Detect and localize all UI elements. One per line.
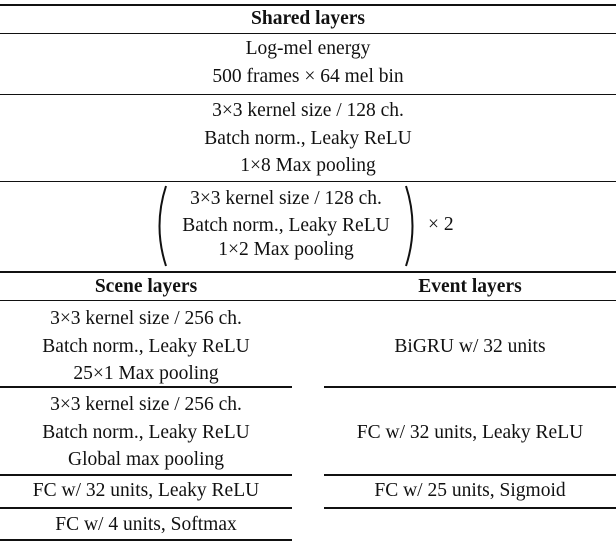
shared-layers-header: Shared layers bbox=[251, 8, 365, 29]
rule-branch-header-bottom bbox=[0, 300, 616, 301]
rule-shared-header-bottom bbox=[0, 33, 616, 34]
input-line-2: 500 frames × 64 mel bin bbox=[212, 66, 404, 87]
rule-scene-fc1-bottom bbox=[0, 507, 292, 509]
conv1-line-3: 1×8 Max pooling bbox=[240, 155, 376, 176]
rule-conv1-bottom bbox=[0, 181, 616, 182]
conv1-line-2: Batch norm., Leaky ReLU bbox=[204, 128, 412, 149]
conv2-repeat: × 2 bbox=[428, 214, 454, 235]
conv2-line-1: 3×3 kernel size / 128 ch. bbox=[190, 188, 382, 209]
event-fc1: FC w/ 32 units, Leaky ReLU bbox=[356, 422, 584, 443]
scene-block1-line-3: 25×1 Max pooling bbox=[73, 363, 219, 384]
conv1-line-1: 3×3 kernel size / 128 ch. bbox=[212, 100, 404, 121]
rule-event-fc2-bottom bbox=[324, 507, 616, 509]
rule-top bbox=[0, 4, 616, 6]
rule-event-bigru-bottom bbox=[324, 386, 616, 388]
event-bigru: BiGRU w/ 32 units bbox=[394, 336, 546, 357]
scene-fc2: FC w/ 4 units, Softmax bbox=[55, 514, 237, 535]
scene-block1-line-2: Batch norm., Leaky ReLU bbox=[42, 336, 250, 357]
event-layers-header: Event layers bbox=[418, 276, 522, 297]
rule-input-bottom bbox=[0, 94, 616, 95]
rule-event-fc1-bottom bbox=[324, 474, 616, 476]
conv2-line-2: Batch norm., Leaky ReLU bbox=[182, 215, 390, 236]
rule-scene-block2-bottom bbox=[0, 474, 292, 476]
right-parenthesis bbox=[404, 184, 420, 268]
scene-fc1: FC w/ 32 units, Leaky ReLU bbox=[32, 480, 260, 501]
rule-scene-block1-bottom bbox=[0, 386, 292, 388]
event-fc2: FC w/ 25 units, Sigmoid bbox=[374, 480, 566, 501]
scene-block2-line-1: 3×3 kernel size / 256 ch. bbox=[50, 394, 242, 415]
rule-shared-bottom bbox=[0, 271, 616, 273]
scene-block2-line-2: Batch norm., Leaky ReLU bbox=[42, 422, 250, 443]
conv2-line-3: 1×2 Max pooling bbox=[218, 239, 354, 260]
input-line-1: Log-mel energy bbox=[245, 38, 371, 59]
left-parenthesis bbox=[152, 184, 168, 268]
scene-block1-line-1: 3×3 kernel size / 256 ch. bbox=[50, 308, 242, 329]
scene-block2-line-3: Global max pooling bbox=[68, 449, 224, 470]
rule-scene-fc2-bottom bbox=[0, 539, 292, 541]
scene-layers-header: Scene layers bbox=[94, 276, 198, 297]
